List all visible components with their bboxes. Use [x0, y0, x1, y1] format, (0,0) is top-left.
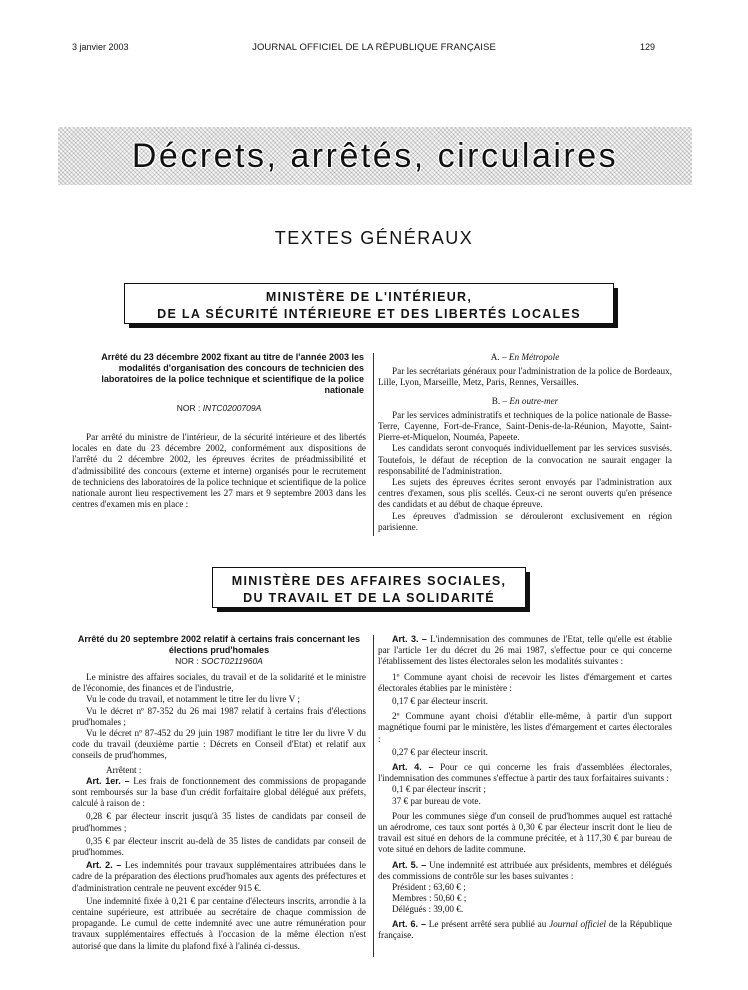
- arrete-2-title: Arrêté du 20 septembre 2002 relatif à certains frais concernant les élections prud'homales: [77, 634, 361, 655]
- article-4-rate-b: 37 € par bureau de vote.: [392, 795, 481, 806]
- article-3-option-1: 1º Commune ayant choisi de recevoir les listes d'émargement et cartes électorales établies par le ministère :: [378, 671, 672, 693]
- paragraph-arretent: Arrêtent :: [106, 764, 142, 775]
- column-divider: [373, 353, 374, 536]
- paragraph-ministres: Le ministre des affaires sociales, du travail et de la solidarité et le ministre de l'économie, des finances et de l'industrie,: [72, 672, 366, 694]
- article-1: Art. 1er. – Les frais de fonctionnement des commissions de propagande sont remboursés sur la base d'un crédit forfaitaire global délégué aux préfets, calculé à raison de :: [72, 775, 366, 809]
- ministry-line-2: DU TRAVAIL ET DE LA SOLIDARITÉ: [243, 591, 495, 605]
- paragraph-candidats: Les candidats seront convoqués individuellement par les services susvisés. Toutefois, le défaut de réception de la convocation ne saurait engager la responsabilité de l'administration.: [378, 443, 672, 476]
- article-5-president: Président : 63,60 € ;: [392, 882, 466, 893]
- article-3: Art. 3. – L'indemnisation des communes de l'Etat, telle qu'elle est établie par l'article 1er du décret du 26 mai 1987, s'effectue pour ce qui concerne l'établissement des listes électorales selon les modalités suivantes :: [378, 634, 672, 667]
- header-journal-title: JOURNAL OFFICIEL DE LA RÉPUBLIQUE FRANÇAISE: [252, 42, 496, 53]
- article-2-indemnite: Une indemnité fixée à 0,21 € par centaine d'électeurs inscrits, arrondie à la centaine supérieure, est attribuée au secrétaire de chaque commission de propagande. Le cumul de cette indemnité avec une autre rémunération pour travaux supplémentaires effectués à l'occasion de la même élection n'est autorisé que dans la limite du plafond fixé à l'alinéa ci-dessus.: [72, 895, 366, 951]
- article-5-delegues: Délégués : 39,00 €.: [392, 904, 464, 915]
- paragraph-admission: Les épreuves d'admission se dérouleront exclusivement en région parisienne.: [378, 510, 672, 532]
- article-5: Art. 5. – Une indemnité est attribuée aux présidents, membres et délégués des commissions de contrôle sur les bases suivantes :: [378, 859, 672, 881]
- arrete-2-right-column: [378, 634, 672, 941]
- arrete-2-left-column: [72, 634, 366, 952]
- article-1-rate-b: 0,35 € par électeur inscrit au-delà de 35 listes de candidats par conseil de prud'hommes.: [72, 835, 366, 858]
- article-3-option-2: 2º Commune ayant choisi d'établir elle-même, à partir d'un support magnétique fourni par le ministère, les listes d'émargement et cartes électorales :: [378, 711, 672, 744]
- section-a-text: Par les secrétariats généraux pour l'administration de la police de Bordeaux, Lille, Lyon, Marseille, Metz, Paris, Rennes, Versailles.: [378, 366, 672, 388]
- arrete-1-body: Par arrêté du ministre de l'intérieur, de la sécurité intérieure et des libertés locales en date du 23 décembre 2002, conformément aux dispositions de l'arrêté du 2 décembre 2002, les épreuves écrites de préadmissibilité et d'admissibilité des concours (externe et interne) organisés pour le recrutement de techniciens des laboratoires de la police technique et scientifique de la police nationale auront lieu respectivement les 27 mars et 9 septembre 2003 dans les centres d'examen mis en place :: [72, 432, 366, 510]
- arrete-1-nor-code: INTC0200709A: [202, 403, 262, 413]
- arrete-1-nor: NOR : INTC0200709A: [176, 403, 262, 413]
- article-1-rate-a: 0,28 € par électeur inscrit jusqu'à 35 listes de candidats par conseil de prud'hommes ;: [72, 811, 366, 833]
- header-date: 3 janvier 2003: [72, 42, 129, 52]
- article-3-option-1-rate: 0,17 € par électeur inscrit.: [392, 696, 488, 707]
- arrete-1-right-column: [378, 352, 672, 533]
- section-a-heading: A. – En Métropole: [490, 352, 560, 362]
- ministry-box-interieur: [124, 283, 614, 324]
- article-5-membres: Membres : 50,60 € ;: [392, 893, 467, 904]
- arrete-1-left-column: [72, 352, 366, 510]
- arrete-2-nor-code: SOCT0211960A: [201, 656, 263, 666]
- column-divider: [373, 635, 374, 957]
- article-2: Art. 2. – Les indemnités pour travaux supplémentaires attribuées dans le cadre de la préparation des élections prud'homales aux agents des préfectures et d'administration centrale ne peuvent excéder 915 €.: [72, 860, 367, 893]
- section-title: TEXTES GÉNÉRAUX: [274, 228, 474, 248]
- arrete-2-nor: NOR : SOCT0211960A: [175, 656, 263, 666]
- arrete-1-title: Arrêté du 23 décembre 2002 fixant au titre de l'année 2003 les modalités d'organisation des concours de technicien des laboratoires de la police technique et scientifique de la police nationale: [101, 352, 364, 395]
- ministry-line-2: DE LA SÉCURITÉ INTÉRIEURE ET DES LIBERTÉS LOCALES: [157, 307, 581, 321]
- paragraph-vu-code: Vu le code du travail, et notamment le titre Ier du livre V ;: [86, 694, 300, 705]
- ministry-line-1: MINISTÈRE DE L'INTÉRIEUR,: [265, 290, 473, 304]
- article-4: Art. 4. – Pour ce qui concerne les frais d'assemblées électorales, l'indemnisation des communes s'effectue à partir des taux forfaitaires suivants :: [378, 762, 672, 784]
- section-b-text: Par les services administratifs et techniques de la police nationale de Basse-Terre, Cayenne, Fort-de-France, Saint-Denis-de-la-Réunion, Mayotte, Saint-Pierre-et-Miquelon, Nouméa, Papeete.: [378, 409, 672, 443]
- article-4-aerodrome: Pour les communes siège d'un conseil de prud'hommes auquel est rattaché un aérodrome, ces taux sont portés à 0,30 € par électeur inscrit dont le lieu de travail est situé en dehors de la commune précitée, et à 117,30 € par bureau de vote situé en dehors de ladite commune.: [378, 810, 672, 855]
- paragraph-sujets: Les sujets des épreuves écrites seront envoyés par l'administration aux centres d'examen, sous plis scellés. Ceux-ci ne seront ouverts qu'en présence des candidats et au début de chaque épreuve.: [378, 477, 672, 510]
- header-page-number: 129: [640, 42, 656, 52]
- paragraph-vu-decret-2: Vu le décret nº 87-452 du 29 juin 1987 modifiant le titre Ier du livre V du code du travail (deuxième partie : Décrets en Conseil d'Etat) et relatif aux conseils de prud'hommes,: [72, 728, 366, 761]
- article-6: Art. 6. – Le présent arrêté sera publié au Journal officiel de la République française.: [378, 918, 672, 940]
- paragraph-vu-decret-1: Vu le décret nº 87-352 du 26 mai 1987 relatif à certains frais d'élections prud'homales ;: [72, 705, 366, 727]
- ministry-line-1: MINISTÈRE DES AFFAIRES SOCIALES,: [231, 574, 507, 588]
- section-banner: [58, 127, 692, 185]
- article-3-option-2-rate: 0,27 € par électeur inscrit.: [392, 746, 488, 757]
- banner-title: Décrets, arrêtés, circulaires: [131, 136, 619, 175]
- ministry-box-affaires-sociales: [212, 567, 526, 608]
- section-b-heading: B. – En outre-mer: [491, 395, 559, 406]
- article-4-rate-a: 0,1 € par électeur inscrit ;: [392, 784, 486, 795]
